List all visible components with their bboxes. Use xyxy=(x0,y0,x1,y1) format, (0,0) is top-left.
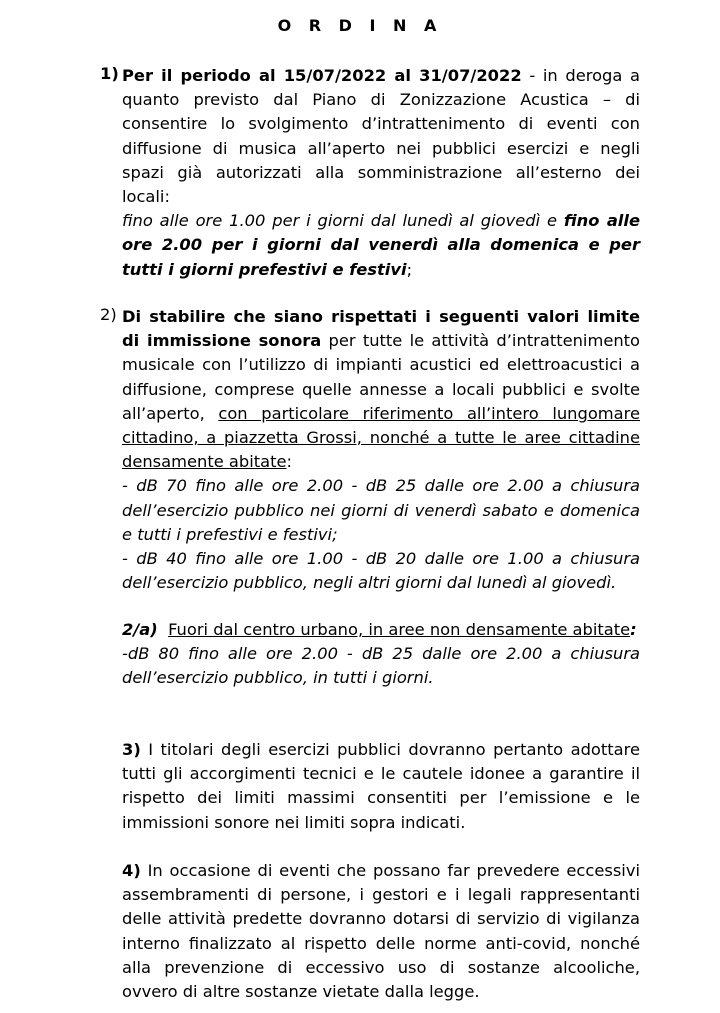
item-text: per tutte le attività d’intrattenimento musicale con l’utilizzo di impianti acustici ed elettroacustici a diffusione, comprese quelle annesse a locali pubblici e svolte all’aperto, xyxy=(122,331,640,423)
item-colon: : xyxy=(286,452,292,472)
item-number: 1) xyxy=(100,64,119,83)
item-underlined: Fuori dal centro urbano, in aree non densamente abitate xyxy=(168,620,631,639)
schedule-weekend: fino alle ore 2.00 per i giorni dal venerdì alla domenica e per tutti i giorni prefestivi e festivi xyxy=(122,211,641,279)
order-item-1 xyxy=(100,64,640,282)
item-number: 3) xyxy=(122,740,141,759)
item-body xyxy=(122,618,640,691)
item-text: - in deroga a quanto previsto dal Piano di Zonizzazione Acustica – di consentire lo svolgimento d’intrattenimento di eventi con diffusione di musica all’aperto nei pubblici esercizi e negli spazi già autorizzati alla somministrazione all’esterno dei locali: xyxy=(122,66,640,207)
item-number: 4) xyxy=(122,861,141,880)
limit-line-2: - dB 40 fino alle ore 1.00 - dB 20 dalle ore 1.00 a chiusura dell’esercizio pubblico, negli altri giorni dal lunedì al giovedì. xyxy=(122,549,640,593)
item-paragraph xyxy=(122,64,640,209)
item-text: In occasione di eventi che possano far prevedere eccessivi assembramenti di persone, i gestori e i legali rappresentanti delle attività predette dovranno dotarsi di servizio di vigilanza interno finalizzato al rispetto delle norme anti-covid, nonché alla prevenzione di eccessivo uso di sostanze alcooliche, ovvero di altre sostanze vietate dalla legge. xyxy=(122,861,640,1002)
order-item-2 xyxy=(100,305,640,595)
item-body xyxy=(122,859,640,1004)
item-colon: : xyxy=(630,620,637,639)
item-lead: Di stabilire che siano rispettati i seguenti valori limite di immissione sonora xyxy=(122,307,640,351)
item-paragraph xyxy=(122,618,640,642)
item-body xyxy=(122,64,640,282)
document-title: O R D I N A xyxy=(277,16,443,35)
item-underlined: con particolare riferimento all’intero lungomare cittadino, a piazzetta Grossi, nonché a tutte le aree cittadine densamente abitate xyxy=(122,403,640,472)
order-item-3 xyxy=(100,738,640,835)
order-item-4 xyxy=(100,859,640,1004)
item-schedule xyxy=(122,209,640,282)
order-item-2a xyxy=(100,618,640,691)
item-paragraph xyxy=(122,859,640,1004)
item-lead: Per il periodo al 15/07/2022 al 31/07/2022 xyxy=(122,66,522,85)
item-paragraph xyxy=(122,738,640,835)
item-number: 2) xyxy=(100,305,117,324)
item-body xyxy=(122,738,640,835)
item-paragraph xyxy=(122,305,640,474)
item-body xyxy=(122,305,640,595)
schedule-end: ; xyxy=(406,259,413,279)
item-number: 2/a) xyxy=(122,620,158,639)
item-text: I titolari degli esercizi pubblici dovranno pertanto adottare tutti gli accorgimenti tecnici e le cautele idonee a garantire il rispetto dei limiti massimi consentiti per l’emissione e le immissioni sonore nei limiti sopra indicati. xyxy=(122,740,640,832)
limit-line-1: - dB 70 fino alle ore 2.00 - dB 25 dalle ore 2.00 a chiusura dell’esercizio pubblico nei giorni di venerdì sabato e domenica e tutti i prefestivi e festivi; xyxy=(122,476,640,544)
limit-line: -dB 80 fino alle ore 2.00 - dB 25 dalle ore 2.00 a chiusura dell’esercizio pubblico, in tutti i giorni. xyxy=(122,644,640,688)
schedule-weekdays: fino alle ore 1.00 per i giorni dal lunedì al giovedì e xyxy=(122,211,564,231)
